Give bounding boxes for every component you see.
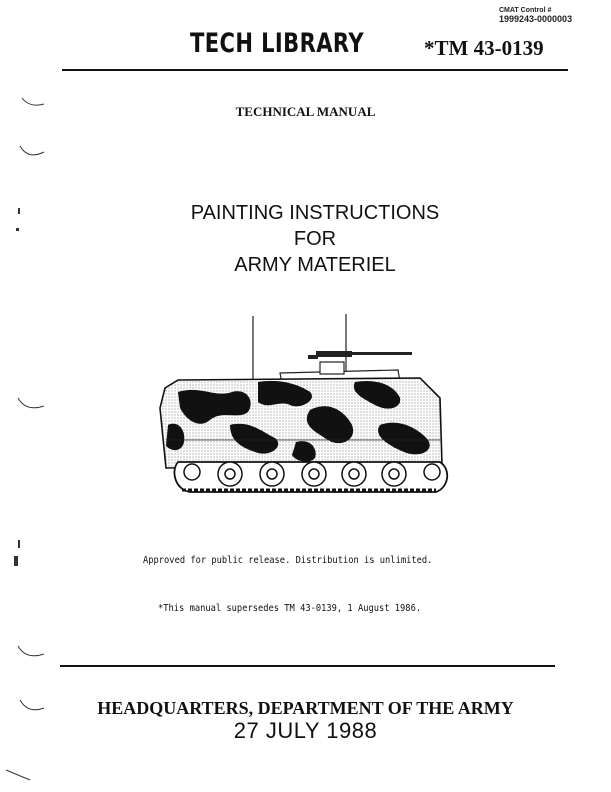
title-line-2: FOR bbox=[293, 228, 337, 250]
footer-rule bbox=[60, 665, 555, 667]
release-note: Approved for public release. Distribution is unlimited. bbox=[143, 555, 433, 566]
supersede-note: *This manual supersedes TM 43-0139, 1 August 1986. bbox=[158, 603, 422, 614]
title-line-1: PAINTING INSTRUCTIONS bbox=[190, 202, 440, 224]
cmat-control-label: CMAT Control # bbox=[499, 7, 552, 14]
header-rule bbox=[62, 69, 568, 71]
tm-number: *TM 43-0139 bbox=[424, 36, 544, 60]
headquarters-line: HEADQUARTERS, DEPARTMENT OF THE ARMY bbox=[97, 698, 514, 718]
publication-date: 27 JULY 1988 bbox=[233, 718, 378, 743]
cmat-control-number: 1999243-0000003 bbox=[499, 14, 573, 24]
manual-type: TECHNICAL MANUAL bbox=[235, 104, 376, 119]
cmat-control-block bbox=[499, 6, 572, 24]
tech-library-stamp: TECH LIBRARY bbox=[190, 28, 364, 59]
title-line-3: ARMY MATERIEL bbox=[234, 254, 396, 276]
